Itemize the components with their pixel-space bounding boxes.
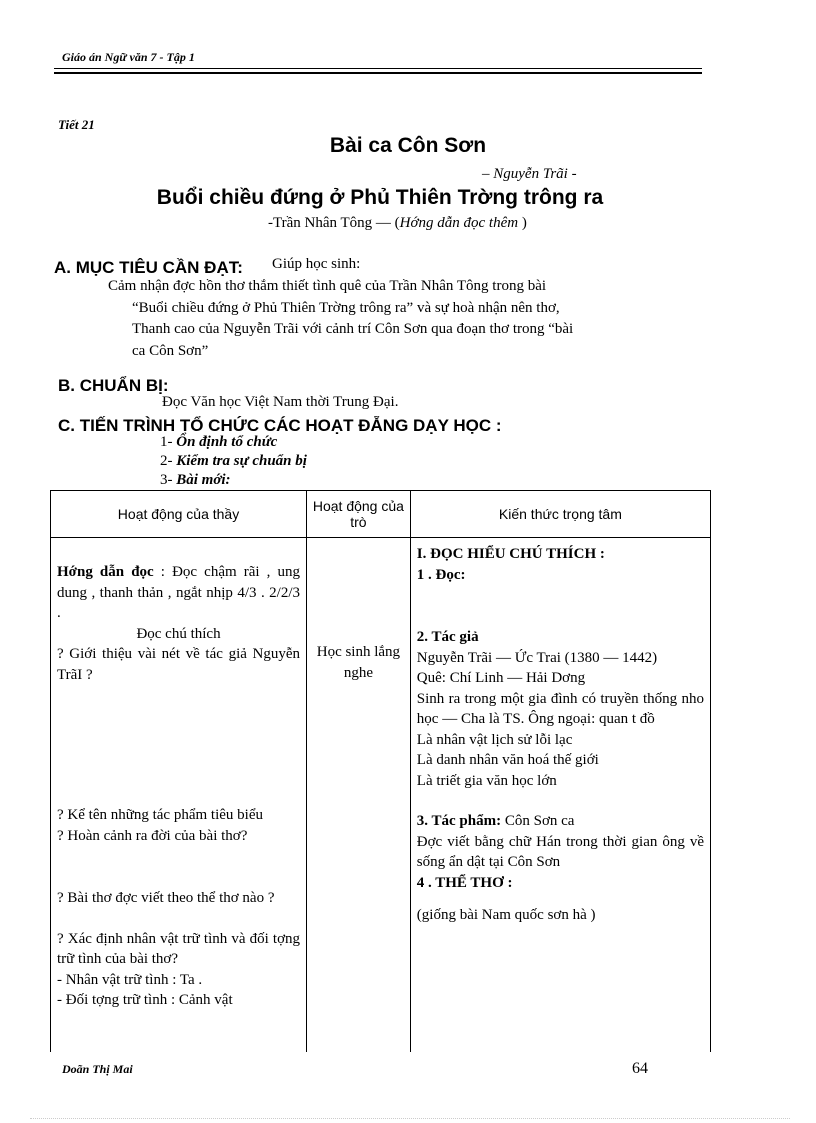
objectives-paragraph xyxy=(108,276,700,362)
step-text: Ổn định tổ chức xyxy=(176,434,278,450)
col-knowledge-header: Kiến thức trọng tâm xyxy=(410,491,710,538)
section-b-text: Đọc Văn học Việt Nam thời Trung Đại. xyxy=(162,394,399,410)
step-2 xyxy=(160,453,307,470)
bottom-dotted-line xyxy=(30,1118,790,1119)
answer-character: - Nhân vật trữ tình : Ta . xyxy=(57,971,203,988)
reading-guide xyxy=(57,562,300,624)
lesson-number: Tiết 21 xyxy=(58,117,95,132)
col-teacher-header: Hoạt động của thầy xyxy=(51,491,307,538)
question-author: ? Giới thiệu vài nét về tác giả Nguyễn TrãI ? xyxy=(57,646,301,683)
question-subject: ? Xác định nhân vật trữ tình và đối tợng trữ tình của bài thơ? xyxy=(57,930,301,967)
student-activity: Học sinh lắng nghe xyxy=(316,644,401,681)
teacher-cell xyxy=(51,538,307,1053)
footer-author: Doãn Thị Mai xyxy=(62,1062,133,1076)
knowledge-h1-1: 1 . Đọc: xyxy=(416,566,466,583)
header-rule-thin xyxy=(54,68,702,69)
header-rule-thick xyxy=(54,72,702,74)
step-number: 2- xyxy=(160,453,173,469)
objective-line: “Buổi chiều đứng ở Phủ Thiên Trờng trông ra” và sự hoà nhận nên thơ, xyxy=(132,299,560,316)
author-info: Nguyễn Trãi — Ức Trai (1380 — 1442) xyxy=(416,649,658,666)
section-a-heading: A. MỤC TIÊU CẦN ĐẠT: xyxy=(54,258,243,277)
author-point-2: Là danh nhân văn hoá thế giới xyxy=(416,752,599,768)
answer-object: - Đối tợng trữ tình : Cảnh vật xyxy=(57,992,233,1008)
work-heading-line xyxy=(417,811,704,832)
step-number: 1- xyxy=(160,434,173,450)
lesson-author-1: – Nguyễn Trãi - xyxy=(482,166,577,182)
work-text: Đợc viết bằng chữ Hán trong thời gian ông về sống ẩn dật tại Côn Sơn xyxy=(416,833,704,870)
table-row xyxy=(51,538,711,1053)
form-text: (giống bài Nam quốc sơn hà ) xyxy=(416,907,596,923)
table-header-row xyxy=(51,491,711,538)
student-cell xyxy=(307,538,411,1053)
question-context: ? Hoàn cảnh ra đời của bài thơ? xyxy=(57,827,248,844)
knowledge-h4: 4 . THỂ THƠ : xyxy=(416,874,513,891)
step-3 xyxy=(160,472,231,489)
step-text: Bài mới: xyxy=(176,472,231,488)
step-1 xyxy=(160,434,277,451)
lesson-author-2 xyxy=(268,215,527,232)
author-hometown: Quê: Chí Linh — Hải Dơng xyxy=(416,670,586,686)
section-c-heading: C. TIẾN TRÌNH TỔ CHỨC CÁC HOẠT ĐẴNG DẠY HỌC : xyxy=(58,416,502,435)
knowledge-cell xyxy=(410,538,710,1053)
author-2-close: ) xyxy=(518,215,527,231)
author-point-3: Là triết gia văn học lớn xyxy=(416,772,557,789)
question-works: ? Kể tên những tác phẩm tiêu biểu xyxy=(57,807,263,823)
author-point-1: Là nhân vật lịch sử lỗi lạc xyxy=(416,731,573,748)
reading-guidance-note: Hớng dẫn đọc thêm xyxy=(399,215,519,231)
author-family: Sinh ra trong một gia đình có truyền thống nho học — Cha là TS. Ông ngoại: quan t đồ xyxy=(416,690,704,727)
lesson-title-1: Bài ca Côn Sơn xyxy=(329,134,487,157)
lesson-title-2: Buổi chiều đứng ở Phủ Thiên Trờng trông ra xyxy=(156,186,604,209)
author-2-name: -Trần Nhân Tông — ( xyxy=(268,215,400,231)
knowledge-h2: 2. Tác giả xyxy=(416,629,479,645)
reading-guide-label: Hớng dẫn đọc xyxy=(57,564,154,580)
page-number: 64 xyxy=(632,1060,648,1077)
knowledge-h3: 3. Tác phẩm: xyxy=(416,813,502,829)
running-header: Giáo án Ngữ văn 7 - Tập 1 xyxy=(62,50,195,64)
reading-guide-text: : Đọc chậm rãi , ung dung , thanh thản , ngắt nhịp 4/3 . 2/2/3 . xyxy=(57,564,301,621)
knowledge-h1: I. ĐỌC HIỂU CHÚ THÍCH : xyxy=(416,546,605,562)
objective-line: Cảm nhận đợc hồn thơ thắm thiết tình quê của Trần Nhân Tông trong bài xyxy=(108,278,547,294)
objective-line: Thanh cao của Nguyễn Trãi với cảnh trí Côn Sơn qua đoạn thơ trong “bài xyxy=(132,321,574,337)
lesson-table xyxy=(50,490,711,1052)
objective-line: ca Côn Sơn” xyxy=(132,342,209,359)
reading-notes: Đọc chú thích xyxy=(136,625,221,642)
step-number: 3- xyxy=(160,472,173,488)
col-student-header: Hoạt động của trò xyxy=(307,491,411,538)
question-form: ? Bài thơ đợc viết theo thể thơ nào ? xyxy=(57,890,275,906)
section-a-sub: Giúp học sinh: xyxy=(272,256,361,272)
step-text: Kiểm tra sự chuẩn bị xyxy=(176,453,307,469)
section-b-heading: B. CHUẨN BỊ: xyxy=(58,376,169,395)
work-title: Côn Sơn ca xyxy=(501,813,575,829)
